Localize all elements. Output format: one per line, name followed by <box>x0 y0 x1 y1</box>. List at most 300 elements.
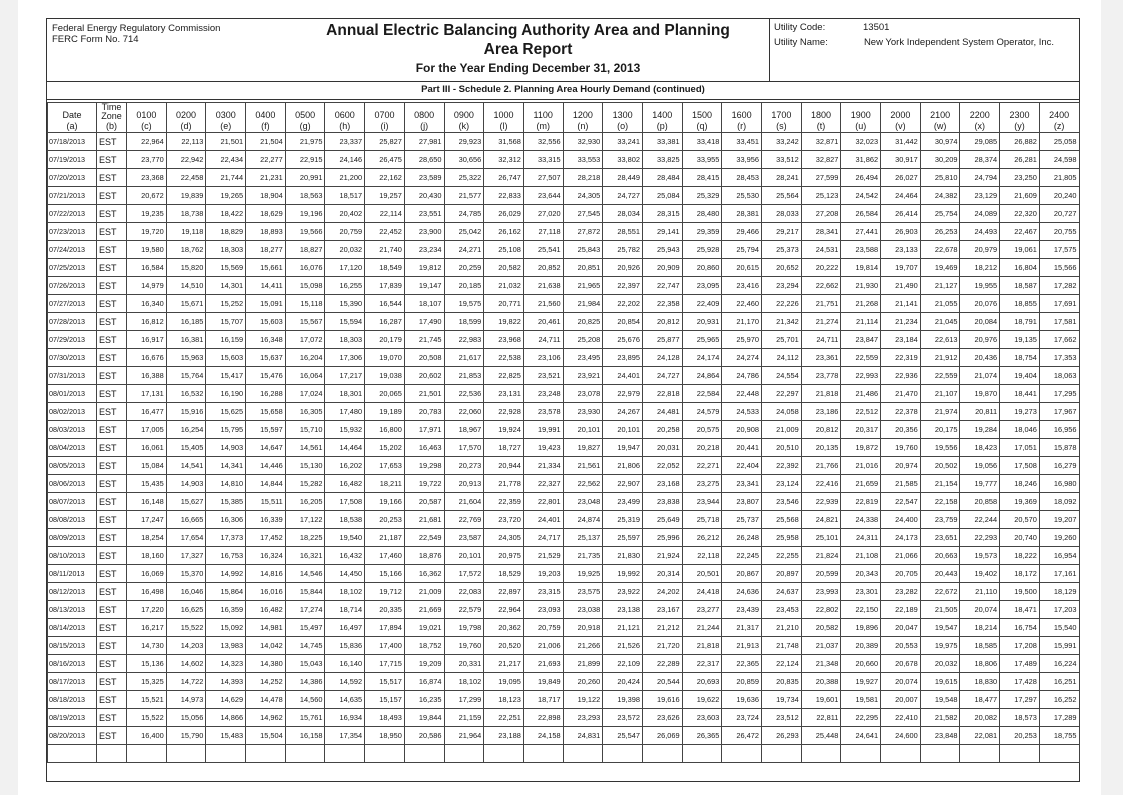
demand-cell: 14,301 <box>206 277 246 295</box>
demand-cell: 14,464 <box>325 439 365 457</box>
demand-cell: 20,047 <box>881 619 921 637</box>
demand-cell: 20,976 <box>960 331 1000 349</box>
demand-cell: 21,526 <box>603 637 643 655</box>
demand-cell: 21,032 <box>484 277 524 295</box>
demand-cell: 22,392 <box>762 457 802 475</box>
demand-cell: 15,091 <box>246 295 286 313</box>
demand-cell: 16,324 <box>246 547 286 565</box>
demand-cell: 16,254 <box>166 421 206 439</box>
demand-cell: 15,625 <box>206 403 246 421</box>
demand-cell: 21,490 <box>881 277 921 295</box>
demand-cell: 18,212 <box>960 259 1000 277</box>
demand-cell: 20,101 <box>603 421 643 439</box>
demand-cell: 26,027 <box>881 169 921 187</box>
demand-cell: 23,944 <box>682 493 722 511</box>
demand-cell: 18,441 <box>1000 385 1040 403</box>
demand-cell: 17,208 <box>1000 637 1040 655</box>
demand-cell: 23,495 <box>563 349 603 367</box>
demand-cell: 21,965 <box>563 277 603 295</box>
demand-cell: 20,101 <box>444 547 484 565</box>
column-header-label: 2300 <box>1009 110 1030 120</box>
date-cell: 08/06/2013 <box>48 475 97 493</box>
demand-cell: 20,570 <box>1000 511 1040 529</box>
date-cell: 08/16/2013 <box>48 655 97 673</box>
time-zone-cell: EST <box>97 313 127 331</box>
demand-cell: 22,672 <box>920 583 960 601</box>
empty-cell <box>127 745 167 763</box>
column-header-label: 0600 <box>334 110 355 120</box>
demand-cell: 18,211 <box>365 475 405 493</box>
demand-cell: 22,825 <box>484 367 524 385</box>
demand-cell: 20,602 <box>404 367 444 385</box>
column-header-label: 0400 <box>255 110 276 120</box>
column-header-letter: (x) <box>974 121 986 131</box>
demand-cell: 20,852 <box>523 259 563 277</box>
empty-cell <box>166 745 206 763</box>
demand-cell: 24,531 <box>801 241 841 259</box>
demand-cell: 26,475 <box>365 151 405 169</box>
date-cell: 08/19/2013 <box>48 709 97 727</box>
demand-cell: 23,168 <box>642 475 682 493</box>
column-header-letter: (w) <box>933 121 947 131</box>
demand-cell: 28,381 <box>722 205 762 223</box>
demand-cell: 22,536 <box>444 385 484 403</box>
date-cell: 08/09/2013 <box>48 529 97 547</box>
demand-cell: 24,311 <box>841 529 881 547</box>
column-header-letter: (v) <box>895 121 906 131</box>
column-header <box>48 103 97 133</box>
demand-cell: 22,277 <box>246 151 286 169</box>
demand-cell: 33,241 <box>603 133 643 151</box>
demand-cell: 21,342 <box>762 313 802 331</box>
demand-cell: 19,636 <box>722 691 762 709</box>
demand-cell: 23,724 <box>722 709 762 727</box>
demand-cell: 28,415 <box>682 169 722 187</box>
demand-cell: 14,560 <box>285 691 325 709</box>
date-cell: 08/08/2013 <box>48 511 97 529</box>
demand-cell: 20,553 <box>881 637 921 655</box>
demand-cell: 32,023 <box>841 133 881 151</box>
demand-cell: 16,190 <box>206 385 246 403</box>
demand-cell: 19,265 <box>206 187 246 205</box>
demand-cell: 22,124 <box>762 655 802 673</box>
demand-cell: 21,659 <box>841 475 881 493</box>
time-zone-cell: EST <box>97 709 127 727</box>
demand-cell: 32,827 <box>801 151 841 169</box>
demand-cell: 25,794 <box>722 241 762 259</box>
demand-cell: 28,484 <box>642 169 682 187</box>
column-header-label: Date <box>62 110 82 120</box>
demand-cell: 21,806 <box>603 457 643 475</box>
demand-cell: 25,782 <box>603 241 643 259</box>
time-zone-cell: EST <box>97 601 127 619</box>
demand-cell: 20,259 <box>444 259 484 277</box>
demand-cell: 21,964 <box>444 727 484 745</box>
demand-cell: 27,118 <box>523 223 563 241</box>
demand-cell: 22,255 <box>762 547 802 565</box>
column-header-label: 2000 <box>890 110 911 120</box>
demand-cell: 16,388 <box>127 367 167 385</box>
form-sheet <box>46 18 1080 782</box>
table-row <box>48 259 1080 277</box>
time-zone-cell: EST <box>97 565 127 583</box>
demand-cell: 18,046 <box>1000 421 1040 439</box>
demand-cell: 18,791 <box>1000 313 1040 331</box>
time-zone-cell: EST <box>97 385 127 403</box>
demand-cell: 24,202 <box>642 583 682 601</box>
column-header <box>166 103 206 133</box>
demand-cell: 25,042 <box>444 223 484 241</box>
demand-cell: 13,983 <box>206 637 246 655</box>
demand-cell: 21,577 <box>444 187 484 205</box>
demand-cell: 19,839 <box>166 187 206 205</box>
demand-cell: 23,626 <box>642 709 682 727</box>
table-row <box>48 223 1080 241</box>
demand-cell: 21,045 <box>920 313 960 331</box>
demand-cell: 23,337 <box>325 133 365 151</box>
demand-cell: 22,559 <box>841 349 881 367</box>
demand-cell: 17,581 <box>1039 313 1079 331</box>
column-header-letter: (p) <box>656 121 668 131</box>
demand-cell: 23,078 <box>563 385 603 403</box>
date-cell: 07/26/2013 <box>48 277 97 295</box>
demand-cell: 17,572 <box>444 565 484 583</box>
demand-cell: 26,584 <box>841 205 881 223</box>
demand-cell: 22,802 <box>801 601 841 619</box>
demand-cell: 25,568 <box>762 511 802 529</box>
demand-cell: 19,601 <box>801 691 841 709</box>
demand-cell: 21,748 <box>762 637 802 655</box>
demand-cell: 14,992 <box>206 565 246 583</box>
demand-cell: 20,783 <box>404 403 444 421</box>
demand-cell: 18,129 <box>1039 583 1079 601</box>
column-header-label: 1300 <box>612 110 633 120</box>
demand-cell: 23,341 <box>722 475 762 493</box>
demand-cell: 21,074 <box>960 367 1000 385</box>
demand-cell: 24,271 <box>444 241 484 259</box>
demand-cell: 20,759 <box>325 223 365 241</box>
demand-cell: 15,566 <box>1039 259 1079 277</box>
demand-cell: 20,975 <box>484 547 524 565</box>
demand-cell: 19,975 <box>920 637 960 655</box>
demand-cell: 20,430 <box>404 187 444 205</box>
demand-cell: 17,575 <box>1039 241 1079 259</box>
demand-cell: 20,335 <box>365 601 405 619</box>
demand-cell: 17,282 <box>1039 277 1079 295</box>
demand-cell: 15,764 <box>166 367 206 385</box>
demand-cell: 15,405 <box>166 439 206 457</box>
demand-cell: 25,123 <box>801 187 841 205</box>
demand-cell: 21,818 <box>801 385 841 403</box>
demand-cell: 19,955 <box>960 277 1000 295</box>
demand-cell: 14,629 <box>206 691 246 709</box>
table-row <box>48 187 1080 205</box>
demand-cell: 15,878 <box>1039 439 1079 457</box>
date-cell: 08/07/2013 <box>48 493 97 511</box>
demand-cell: 19,061 <box>1000 241 1040 259</box>
demand-cell: 21,504 <box>246 133 286 151</box>
demand-cell: 21,853 <box>444 367 484 385</box>
demand-cell: 16,016 <box>246 583 286 601</box>
demand-cell: 16,321 <box>285 547 325 565</box>
demand-cell: 17,654 <box>166 529 206 547</box>
demand-cell: 16,306 <box>206 511 246 529</box>
demand-cell: 21,830 <box>603 547 643 565</box>
demand-cell: 29,141 <box>642 223 682 241</box>
demand-cell: 23,095 <box>682 277 722 295</box>
column-header-label: 1900 <box>850 110 871 120</box>
demand-cell: 26,248 <box>722 529 762 547</box>
demand-cell: 26,472 <box>722 727 762 745</box>
demand-cell: 30,917 <box>881 151 921 169</box>
demand-cell: 27,599 <box>801 169 841 187</box>
demand-cell: 18,893 <box>246 223 286 241</box>
utility-code-label: Utility Code: <box>774 22 826 33</box>
demand-cell: 21,501 <box>206 133 246 151</box>
demand-cell: 16,812 <box>127 313 167 331</box>
demand-cell: 18,172 <box>1000 565 1040 583</box>
demand-cell: 14,844 <box>246 475 286 493</box>
time-zone-cell: EST <box>97 655 127 673</box>
demand-cell: 25,319 <box>603 511 643 529</box>
demand-cell: 22,818 <box>642 385 682 403</box>
demand-cell: 26,281 <box>1000 151 1040 169</box>
demand-cell: 17,024 <box>285 385 325 403</box>
demand-cell: 22,109 <box>603 655 643 673</box>
demand-cell: 21,617 <box>444 349 484 367</box>
demand-cell: 22,434 <box>206 151 246 169</box>
time-zone-cell: EST <box>97 511 127 529</box>
column-header-label: 0300 <box>215 110 236 120</box>
demand-cell: 15,130 <box>285 457 325 475</box>
demand-cell: 20,931 <box>682 313 722 331</box>
demand-cell: 25,843 <box>563 241 603 259</box>
demand-cell: 22,251 <box>484 709 524 727</box>
demand-cell: 24,401 <box>603 367 643 385</box>
demand-cell: 24,481 <box>642 403 682 421</box>
date-cell: 08/04/2013 <box>48 439 97 457</box>
demand-cell: 25,448 <box>801 727 841 745</box>
demand-cell: 19,284 <box>960 421 1000 439</box>
demand-cell: 22,162 <box>365 169 405 187</box>
demand-cell: 22,202 <box>603 295 643 313</box>
demand-cell: 24,464 <box>881 187 921 205</box>
demand-cell: 26,903 <box>881 223 921 241</box>
demand-cell: 28,218 <box>563 169 603 187</box>
demand-cell: 18,277 <box>246 241 286 259</box>
column-header <box>285 103 325 133</box>
demand-cell: 15,820 <box>166 259 206 277</box>
column-header-label: 1700 <box>771 110 792 120</box>
time-zone-cell: EST <box>97 691 127 709</box>
demand-cell: 22,512 <box>841 403 881 421</box>
demand-cell: 20,908 <box>722 421 762 439</box>
demand-cell: 22,319 <box>881 349 921 367</box>
demand-cell: 16,917 <box>127 331 167 349</box>
time-zone-cell: EST <box>97 673 127 691</box>
demand-cell: 31,568 <box>484 133 524 151</box>
empty-cell <box>285 745 325 763</box>
demand-cell: 15,761 <box>285 709 325 727</box>
demand-cell: 15,864 <box>206 583 246 601</box>
demand-cell: 25,943 <box>642 241 682 259</box>
demand-cell: 20,544 <box>642 673 682 691</box>
demand-cell: 22,271 <box>682 457 722 475</box>
demand-cell: 23,186 <box>801 403 841 421</box>
demand-cell: 19,118 <box>166 223 206 241</box>
demand-cell: 21,107 <box>920 385 960 403</box>
demand-cell: 22,562 <box>563 475 603 493</box>
demand-cell: 20,812 <box>642 313 682 331</box>
table-row <box>48 349 1080 367</box>
demand-cell: 27,545 <box>563 205 603 223</box>
column-header <box>841 103 881 133</box>
demand-cell: 19,870 <box>960 385 1000 403</box>
demand-cell: 32,556 <box>523 133 563 151</box>
demand-cell: 19,622 <box>682 691 722 709</box>
demand-cell: 20,076 <box>960 295 1000 313</box>
demand-cell: 17,971 <box>404 421 444 439</box>
date-cell: 08/13/2013 <box>48 601 97 619</box>
demand-cell: 23,900 <box>404 223 444 241</box>
time-zone-cell: EST <box>97 637 127 655</box>
demand-cell: 24,174 <box>682 349 722 367</box>
demand-cell: 20,599 <box>801 565 841 583</box>
demand-cell: 27,872 <box>563 223 603 241</box>
demand-cell: 15,136 <box>127 655 167 673</box>
demand-cell: 26,494 <box>841 169 881 187</box>
demand-cell: 20,979 <box>960 241 1000 259</box>
demand-cell: 23,720 <box>484 511 524 529</box>
date-cell: 07/18/2013 <box>48 133 97 151</box>
table-row <box>48 331 1080 349</box>
demand-cell: 24,785 <box>444 205 484 223</box>
demand-cell: 23,277 <box>682 601 722 619</box>
demand-cell: 21,818 <box>682 637 722 655</box>
time-zone-cell: EST <box>97 223 127 241</box>
demand-cell: 16,482 <box>325 475 365 493</box>
demand-cell: 22,083 <box>444 583 484 601</box>
demand-cell: 20,944 <box>484 457 524 475</box>
demand-cell: 15,043 <box>285 655 325 673</box>
demand-cell: 16,497 <box>325 619 365 637</box>
demand-cell: 19,166 <box>365 493 405 511</box>
column-header-label: 1500 <box>691 110 712 120</box>
demand-cell: 24,637 <box>762 583 802 601</box>
demand-cell: 20,314 <box>642 565 682 583</box>
demand-cell: 21,159 <box>444 709 484 727</box>
demand-cell: 19,712 <box>365 583 405 601</box>
table-row <box>48 601 1080 619</box>
demand-cell: 20,897 <box>762 565 802 583</box>
page-margin-right <box>1101 0 1123 795</box>
demand-cell: 23,368 <box>127 169 167 187</box>
demand-cell: 20,867 <box>722 565 762 583</box>
demand-cell: 33,242 <box>762 133 802 151</box>
column-header <box>960 103 1000 133</box>
column-header-label: 0100 <box>136 110 157 120</box>
demand-cell: 19,992 <box>603 565 643 583</box>
demand-cell: 19,896 <box>841 619 881 637</box>
demand-cell: 19,616 <box>642 691 682 709</box>
demand-cell: 25,718 <box>682 511 722 529</box>
demand-cell: 20,918 <box>563 619 603 637</box>
demand-cell: 22,983 <box>444 331 484 349</box>
empty-cell <box>960 745 1000 763</box>
column-header-label: 0500 <box>295 110 316 120</box>
date-cell: 08/17/2013 <box>48 673 97 691</box>
demand-cell: 20,331 <box>444 655 484 673</box>
demand-cell: 18,225 <box>285 529 325 547</box>
table-row <box>48 493 1080 511</box>
demand-cell: 20,502 <box>920 457 960 475</box>
demand-cell: 15,991 <box>1039 637 1079 655</box>
demand-cell: 19,423 <box>523 439 563 457</box>
demand-cell: 21,930 <box>841 277 881 295</box>
demand-cell: 15,157 <box>365 691 405 709</box>
demand-cell: 19,021 <box>404 619 444 637</box>
demand-cell: 16,934 <box>325 709 365 727</box>
date-cell: 08/18/2013 <box>48 691 97 709</box>
column-header-label: 1000 <box>493 110 514 120</box>
demand-cell: 17,460 <box>365 547 405 565</box>
demand-cell: 24,418 <box>682 583 722 601</box>
demand-cell: 23,759 <box>920 511 960 529</box>
demand-cell: 19,760 <box>881 439 921 457</box>
demand-cell: 14,411 <box>246 277 286 295</box>
demand-cell: 22,993 <box>841 367 881 385</box>
demand-cell: 25,084 <box>642 187 682 205</box>
demand-cell: 23,293 <box>563 709 603 727</box>
demand-cell: 14,541 <box>166 457 206 475</box>
hourly-demand-table <box>47 102 1080 763</box>
demand-cell: 18,422 <box>206 205 246 223</box>
form-header <box>47 19 1079 82</box>
column-header-label: 1100 <box>533 110 553 120</box>
demand-cell: 18,303 <box>325 331 365 349</box>
demand-cell: 20,240 <box>1039 187 1079 205</box>
demand-cell: 16,676 <box>127 349 167 367</box>
demand-cell: 21,609 <box>1000 187 1040 205</box>
demand-cell: 16,432 <box>325 547 365 565</box>
demand-cell: 14,722 <box>166 673 206 691</box>
demand-cell: 16,217 <box>127 619 167 637</box>
demand-cell: 14,561 <box>285 439 325 457</box>
demand-cell: 18,107 <box>404 295 444 313</box>
demand-cell: 25,541 <box>523 241 563 259</box>
demand-cell: 20,672 <box>127 187 167 205</box>
demand-cell: 18,950 <box>365 727 405 745</box>
utility-name-label: Utility Name: <box>774 37 828 48</box>
empty-cell <box>206 745 246 763</box>
demand-cell: 16,076 <box>285 259 325 277</box>
demand-cell: 17,490 <box>404 313 444 331</box>
demand-cell: 24,058 <box>762 403 802 421</box>
demand-cell: 26,029 <box>484 205 524 223</box>
demand-cell: 17,570 <box>444 439 484 457</box>
column-header-label: 2200 <box>969 110 990 120</box>
table-row <box>48 313 1080 331</box>
demand-cell: 18,160 <box>127 547 167 565</box>
demand-cell: 21,924 <box>642 547 682 565</box>
demand-cell: 16,800 <box>365 421 405 439</box>
date-cell: 07/25/2013 <box>48 259 97 277</box>
demand-cell: 15,603 <box>206 349 246 367</box>
demand-cell: 20,436 <box>960 349 1000 367</box>
table-row <box>48 439 1080 457</box>
demand-cell: 22,819 <box>841 493 881 511</box>
demand-cell: 18,573 <box>1000 709 1040 727</box>
